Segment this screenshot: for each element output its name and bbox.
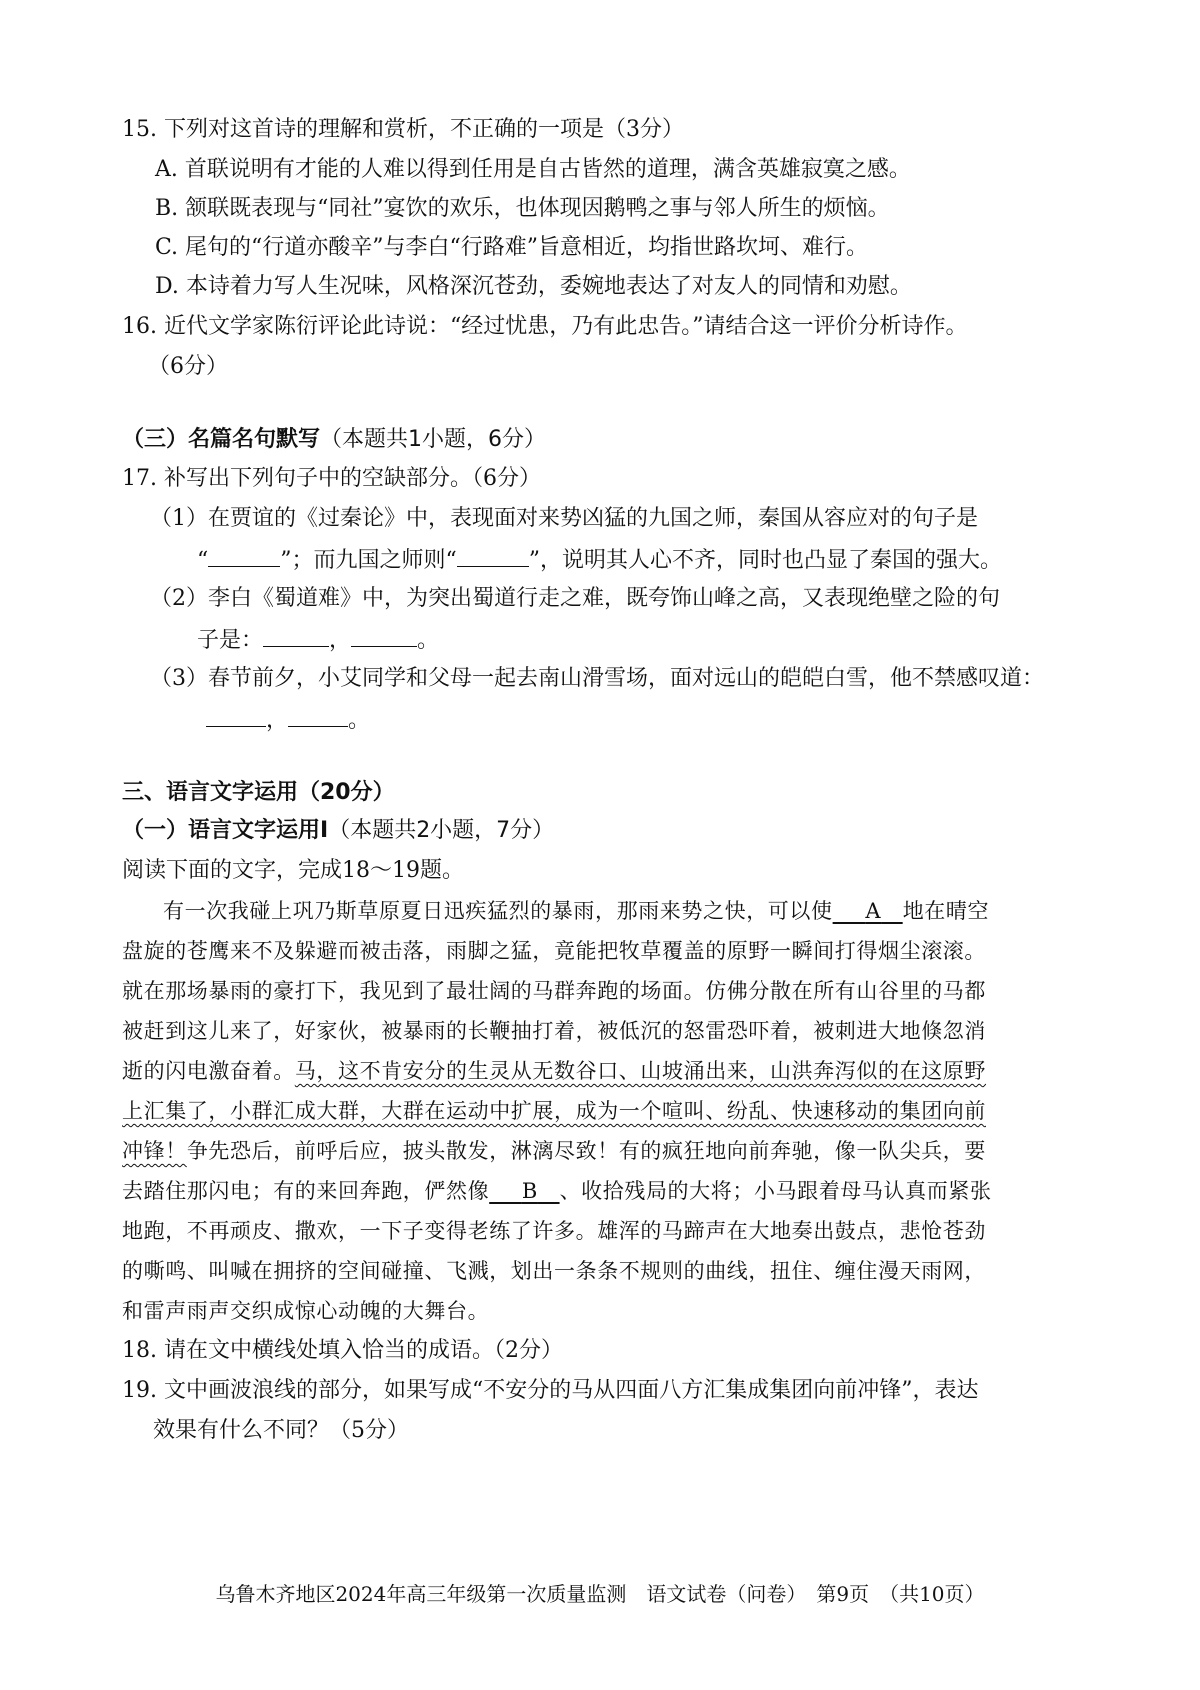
passage-line-8	[122, 1176, 992, 1206]
q16-stem: 16. 近代文学家陈衍评论此诗说：“经过忧患，乃有此忠告。”请结合这一评价分析诗作。	[122, 314, 968, 339]
text: 有一次我碰上巩乃斯草原夏日迅疾猛烈的暴雨，那雨来势之快，可以使	[163, 899, 833, 923]
passage-line-10: 的嘶鸣、叫喊在拥挤的空间碰撞、飞溅，划出一条条不规则的曲线，扭住、缠住漫天雨网，	[122, 1259, 986, 1283]
q17-part1-line1: （1）在贾谊的《过秦论》中，表现面对来势凶猛的九国之师，秦国从容应对的句子是	[150, 506, 978, 531]
q17-part2-line1: （2）李白《蜀道难》中，为突出蜀道行走之难，既夸饰山峰之高，又表现绝壁之险的句	[150, 586, 1000, 611]
passage-line-6: 上汇集了，小群汇成大群，大群在运动中扩展，成为一个喧叫、纷乱、快速移动的集团向前	[122, 1099, 986, 1123]
q17-stem: 17. 补写出下列句子中的空缺部分。（6分）	[122, 466, 541, 491]
answer-blank[interactable]	[263, 624, 329, 647]
subsection-score: （本题共2小题，7分）	[328, 818, 555, 843]
part-heading-language-use: 三、语言文字运用（20分）	[122, 780, 395, 805]
blank-a[interactable]	[833, 899, 903, 923]
q15-option-d: D. 本诗着力写人生况味，风格深沉苍劲，委婉地表达了对友人的同情和劝慰。	[155, 274, 912, 299]
answer-blank[interactable]	[288, 704, 348, 727]
q15-option-b: B. 颔联既表现与“同社”宴饮的欢乐，也体现因鹅鸭之事与邻人所生的烦恼。	[155, 196, 890, 221]
answer-blank[interactable]	[351, 624, 417, 647]
section-heading-title: （三）名篇名句默写	[122, 427, 321, 452]
passage-line-1	[163, 896, 989, 926]
q17-part3-line2	[206, 704, 370, 736]
text: 争先恐后，前呼后应，披头散发，淋漓尽致！有的疯狂地向前奔驰，像一队尖兵，要	[186, 1139, 987, 1163]
wavy-underlined-text: 马，这不肯安分的生灵从无数谷口、山坡涌出来，山洪奔泻似的在这原野	[294, 1059, 987, 1083]
blank-b[interactable]	[489, 1179, 559, 1203]
q17-part3-line1: （3）春节前夕，小艾同学和父母一起去南山滑雪场，面对远山的皑皑白雪，他不禁感叹道：	[150, 666, 1045, 691]
q19-stem-line1: 19. 文中画波浪线的部分，如果写成“不安分的马从四面八方汇集成集团向前冲锋”，表达	[122, 1378, 979, 1403]
q18-stem: 18. 请在文中横线处填入恰当的成语。（2分）	[122, 1338, 563, 1363]
subsection-title: （一）语言文字运用Ⅰ	[122, 818, 329, 843]
text: 、收拾残局的大将；小马跟着母马认真而紧张	[559, 1179, 992, 1203]
text: 逝的闪电激奋着。	[122, 1059, 295, 1083]
text: 。	[348, 708, 371, 733]
q15-option-c: C. 尾句的“行道亦酸辛”与李白“行路难”旨意相近，均指世路坎坷、难行。	[155, 235, 869, 260]
page-footer: 乌鲁木齐地区2024年高三年级第一次质量监测 语文试卷（问卷） 第9页 （共10页）	[215, 1582, 985, 1606]
text: 地在晴空	[902, 899, 990, 923]
passage-line-9: 地跑，不再顽皮、撒欢，一下子变得老练了许多。雄浑的马蹄声在大地奏出鼓点，悲怆苍劲	[122, 1219, 986, 1243]
text: “	[197, 548, 209, 573]
text: 去踏住那闪电；有的来回奔跑，俨然像	[122, 1179, 490, 1203]
q15-option-a: A. 首联说明有才能的人难以得到任用是自古皆然的道理，满含英雄寂寞之感。	[155, 157, 911, 182]
wavy-underlined-text: 冲锋！	[122, 1139, 187, 1163]
section-heading-recitation	[122, 425, 546, 455]
blank-a-label: A	[865, 899, 882, 923]
subsection-heading	[122, 816, 554, 846]
answer-blank[interactable]	[208, 544, 280, 567]
passage-line-5	[122, 1056, 986, 1086]
q19-stem-line2: 效果有什么不同？（5分）	[153, 1418, 409, 1443]
q15-stem: 15. 下列对这首诗的理解和赏析，不正确的一项是（3分）	[122, 117, 684, 142]
passage-line-2: 盘旋的苍鹰来不及躲避而被击落，雨脚之猛，竟能把牧草覆盖的原野一瞬间打得烟尘滚滚。	[122, 939, 986, 963]
passage-line-11: 和雷声雨声交织成惊心动魄的大舞台。	[122, 1299, 490, 1323]
text: ”；而九国之师则“	[280, 548, 457, 573]
q16-score: （6分）	[148, 354, 228, 379]
q17-part1-line2	[197, 544, 1002, 576]
text: ，	[329, 628, 352, 653]
reading-instruction: 阅读下面的文字，完成18～19题。	[122, 858, 464, 883]
answer-blank[interactable]	[206, 704, 266, 727]
text: ”，说明其人心不齐，同时也凸显了秦国的强大。	[528, 548, 1002, 573]
q17-part2-line2	[197, 624, 439, 656]
text: 子是：	[197, 628, 264, 653]
section-heading-score: （本题共1小题，6分）	[320, 427, 547, 452]
passage-line-3: 就在那场暴雨的豪打下，我见到了最壮阔的马群奔跑的场面。仿佛分散在所有山谷里的马都	[122, 979, 986, 1003]
passage-line-7	[122, 1136, 986, 1166]
answer-blank[interactable]	[457, 544, 529, 567]
text: ，	[266, 708, 289, 733]
blank-b-label: B	[521, 1179, 538, 1203]
passage-line-4: 被赶到这儿来了，好家伙，被暴雨的长鞭抽打着，被低沉的怒雷恐吓着，被刺进大地倏忽消	[122, 1019, 986, 1043]
text: 。	[417, 628, 440, 653]
